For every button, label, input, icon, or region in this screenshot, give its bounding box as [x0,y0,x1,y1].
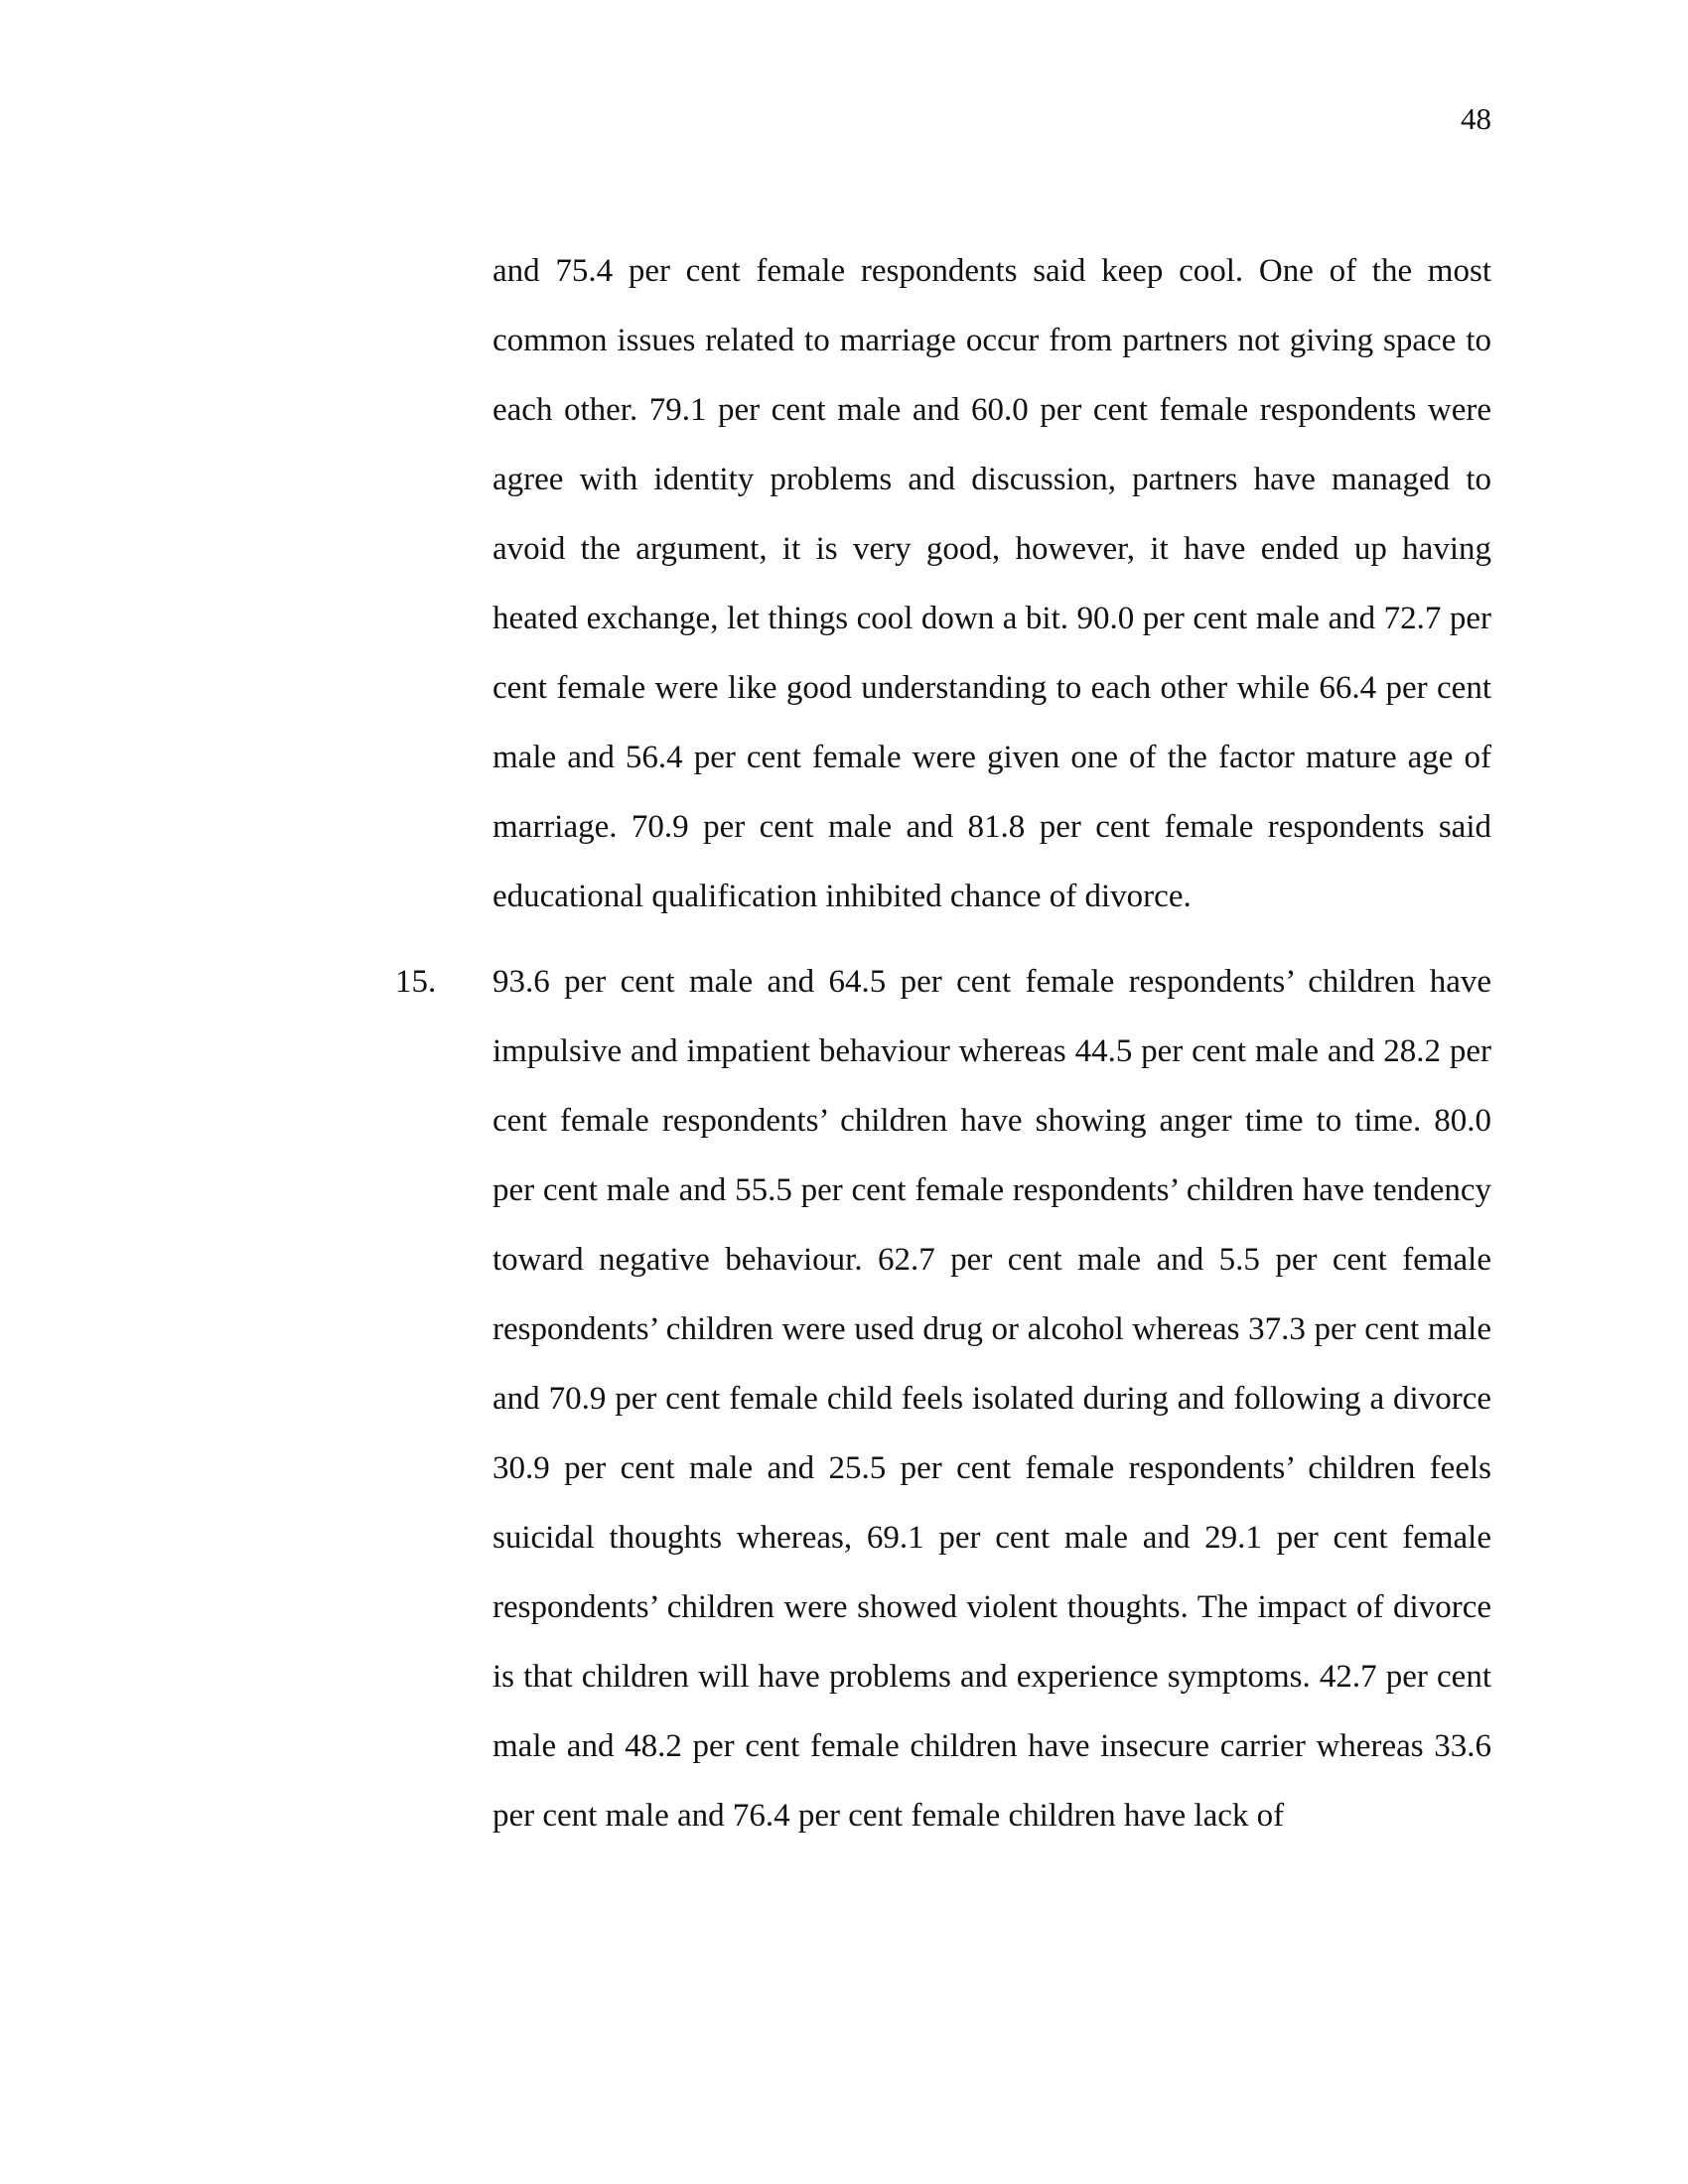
item-number: 15. [395,964,437,1000]
continued-paragraph: and 75.4 per cent female respondents said keep cool. One of the most common issues related to marriage occur from partners not giving space to each other. 79.1 per cent male and 60.0 per cent female respondents were agree with identity problems and discussion, partners have managed to avoid the argument, it is very good, however, it have ended up having heated exchange, let things cool down a bit. 90.0 per cent male and 72.7 per cent female were like good understanding to each other while 66.4 per cent male and 56.4 per cent female were given one of the factor mature age of marriage. 70.9 per cent male and 81.8 per cent female respondents said educational qualification inhibited chance of divorce. [492,253,1491,914]
numbered-item-15 [395,947,1491,1850]
page-number: 48 [1461,101,1491,136]
page-body [395,236,1491,1850]
item-text: 93.6 per cent male and 64.5 per cent female respondents’ children have impulsive and impatient behaviour whereas 44.5 per cent male and 28.2 per cent female respondents’ children have showing anger time to time. 80.0 per cent male and 55.5 per cent female respondents’ children have tendency toward negative behaviour. 62.7 per cent male and 5.5 per cent female respondents’ children were used drug or alcohol whereas 37.3 per cent male and 70.9 per cent female child feels isolated during and following a divorce 30.9 per cent male and 25.5 per cent female respondents’ children feels suicidal thoughts whereas, 69.1 per cent male and 29.1 per cent female respondents’ children were showed violent thoughts. The impact of divorce is that children will have problems and experience symptoms. 42.7 per cent male and 48.2 per cent female children have insecure carrier whereas 33.6 per cent male and 76.4 per cent female children have lack of [492,964,1491,1834]
